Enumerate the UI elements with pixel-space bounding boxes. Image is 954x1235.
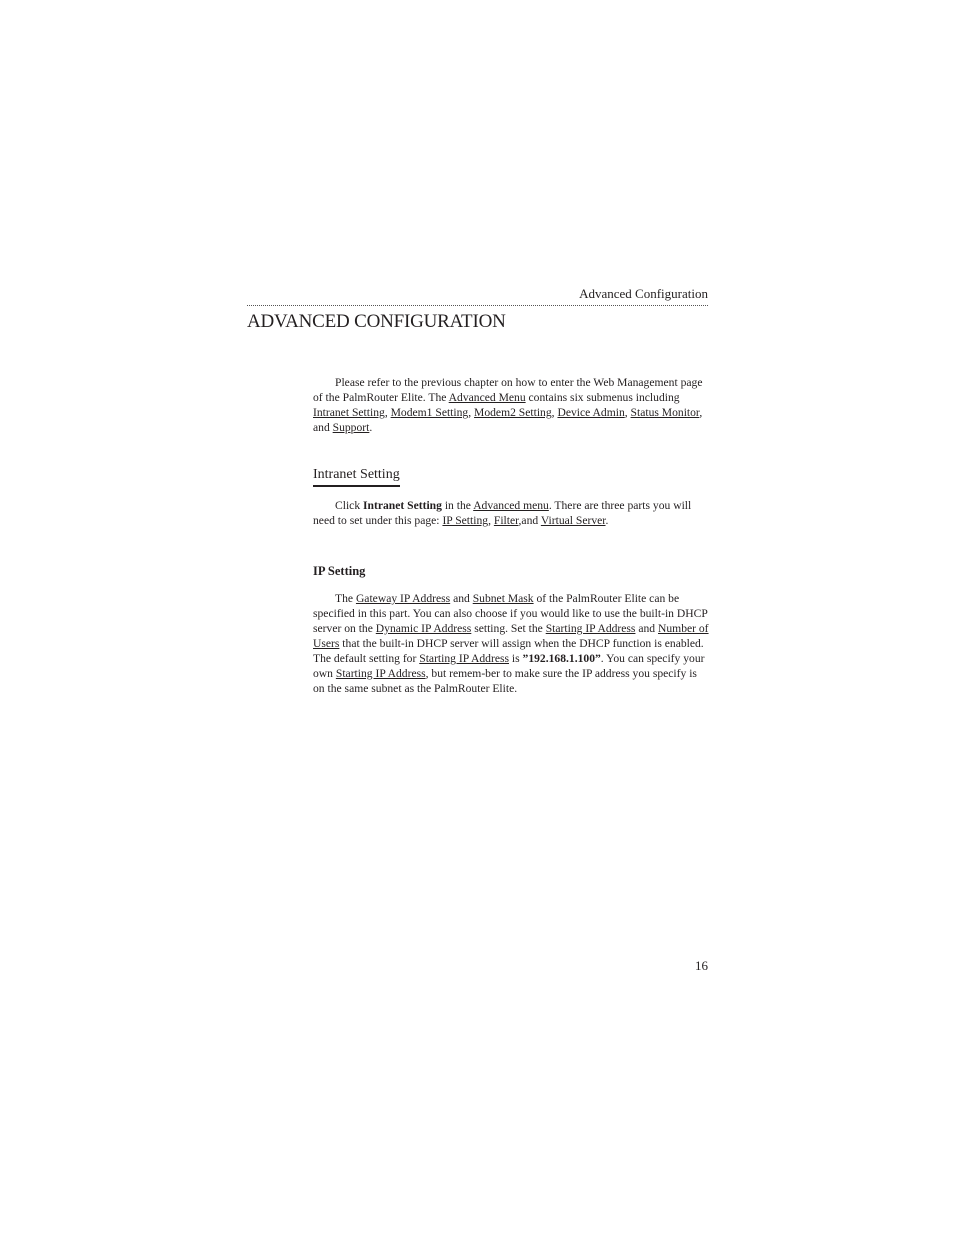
- chapter-title: ADVANCED CONFIGURATION: [247, 311, 506, 332]
- link-modem1-setting[interactable]: Modem1 Setting: [390, 406, 469, 419]
- link-advanced-menu-2[interactable]: Advanced menu: [473, 499, 549, 512]
- link-ip-setting[interactable]: IP Setting: [442, 514, 489, 527]
- section-heading-intranet: Intranet Setting: [313, 467, 400, 487]
- link-subnet-mask[interactable]: Subnet Mask: [472, 592, 534, 605]
- link-advanced-menu[interactable]: Advanced Menu: [448, 391, 526, 404]
- ip-setting-paragraph: The Gateway IP Address and Subnet Mask of the PalmRouter Elite can be specified in this part. You can also choose if you would like to use the built-in DHCP server on the Dynamic IP Address setting. Set the Starting IP Address and Number of Users that the built-in DHCP server will assign when the DHCP function is enabled. The default setting for Starting IP Address is ”192.168.1.100”. You can specify your own Starting IP Address, but remem-ber to make sure the IP address you specify is on the same subnet as the PalmRouter Elite.: [313, 592, 709, 695]
- link-starting-ip-address[interactable]: Starting IP Address: [545, 622, 636, 635]
- link-filter[interactable]: Filter: [493, 514, 519, 527]
- subsection-heading-ip-setting: IP Setting: [313, 564, 366, 578]
- page-number: 16: [695, 958, 708, 973]
- link-modem2-setting[interactable]: Modem2 Setting: [474, 406, 552, 419]
- default-ip-value: ”192.168.1.100”: [522, 652, 601, 665]
- link-virtual-server[interactable]: Virtual Server: [540, 514, 606, 527]
- link-gateway-ip-address[interactable]: Gateway IP Address: [355, 592, 451, 605]
- running-header: Advanced Configuration: [579, 286, 708, 301]
- link-status-monitor[interactable]: Status Monitor: [630, 406, 700, 419]
- link-support[interactable]: Support: [332, 421, 370, 434]
- header-divider: [247, 305, 708, 306]
- link-number-of-users[interactable]: Number of Users: [313, 622, 709, 650]
- link-starting-ip-address-3[interactable]: Starting IP Address: [335, 667, 426, 680]
- bold-intranet-setting: Intranet Setting: [363, 499, 442, 512]
- link-starting-ip-address-2[interactable]: Starting IP Address: [419, 652, 509, 665]
- intranet-paragraph: Click Intranet Setting in the Advanced menu. There are three parts you will need to set under this page: IP Setting, Filter,and Virtual Server.: [313, 499, 692, 527]
- link-dynamic-ip-address[interactable]: Dynamic IP Address: [375, 622, 472, 635]
- link-intranet-setting[interactable]: Intranet Setting: [313, 406, 385, 419]
- intro-paragraph: Please refer to the previous chapter on how to enter the Web Management page of the PalmRouter Elite. The Advanced Menu contains six submenus including Intranet Setting, Modem1 Setting, Modem2 Setting, Device Admin, Status Monitor, and Support.: [313, 376, 703, 434]
- link-device-admin[interactable]: Device Admin: [557, 406, 625, 419]
